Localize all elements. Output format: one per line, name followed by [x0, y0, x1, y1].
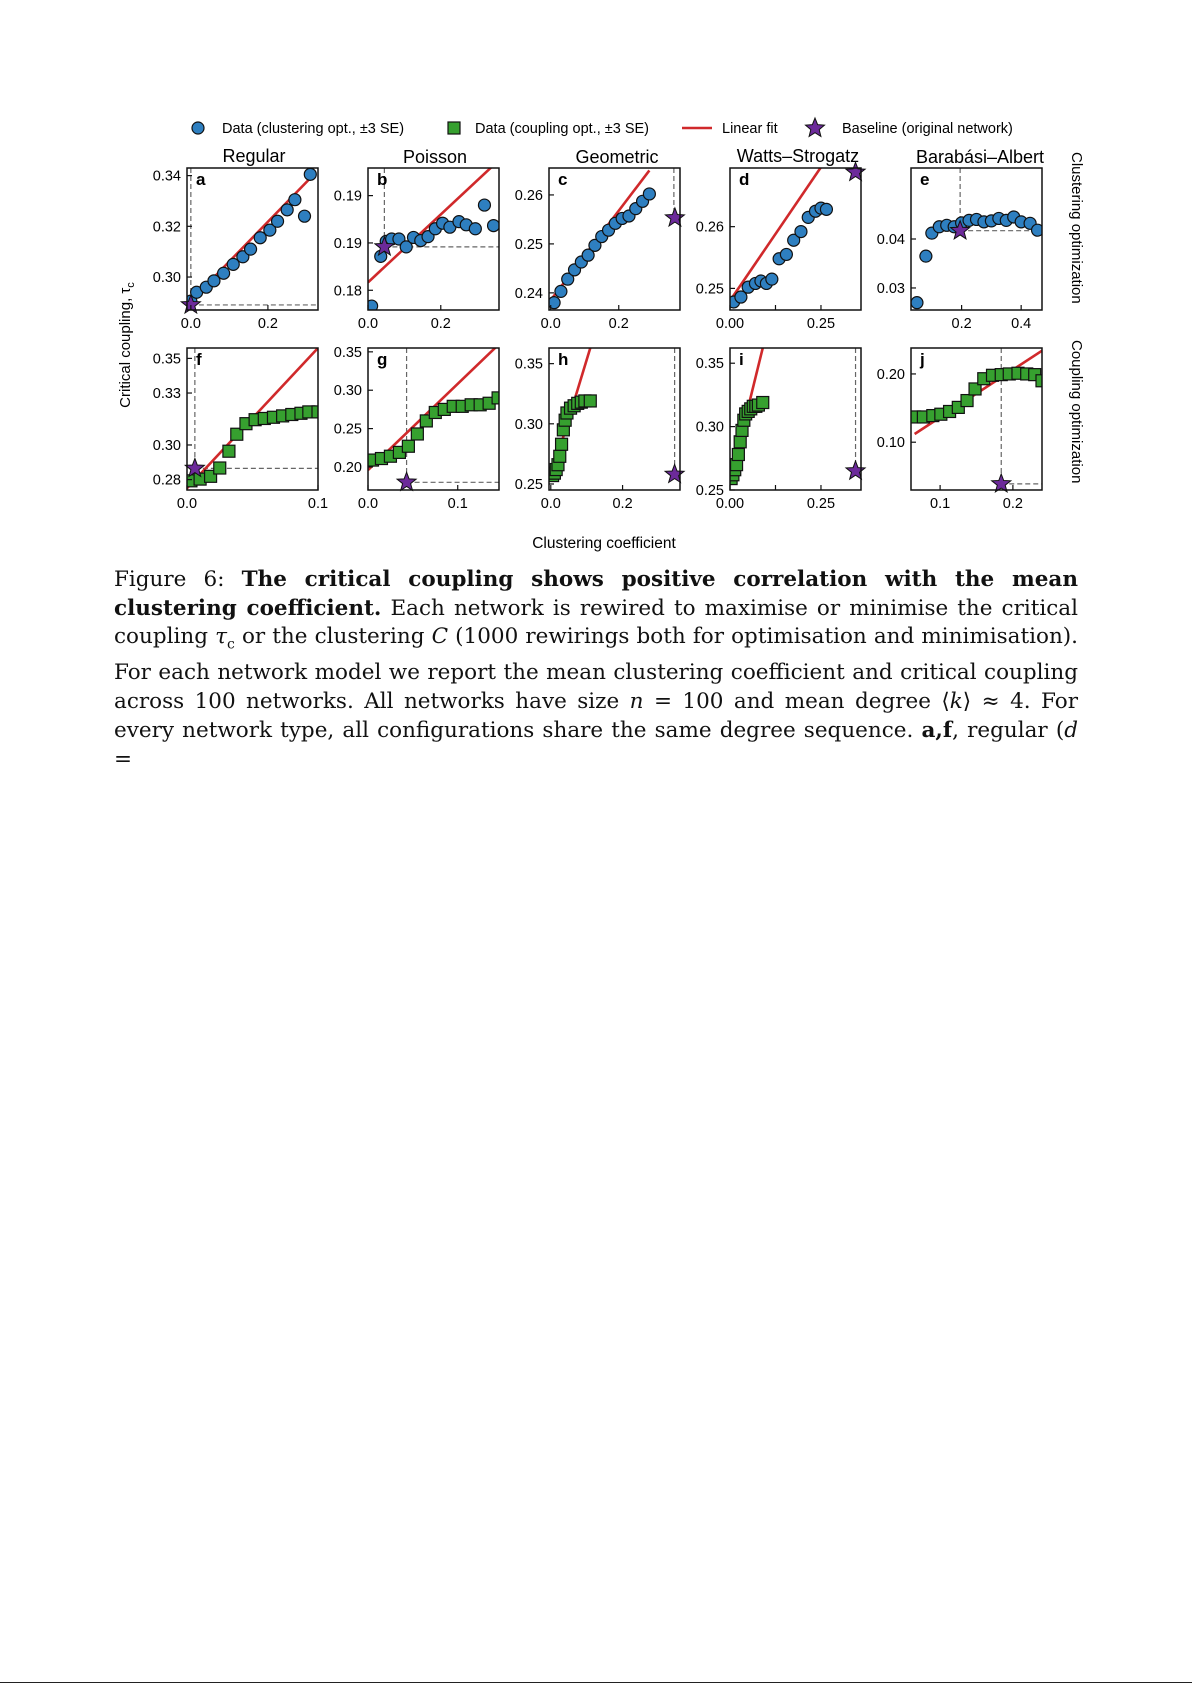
- panel-frame: [549, 168, 680, 310]
- x-tick-label: 0.0: [540, 496, 561, 512]
- legend-label-baseline: Baseline (original network): [842, 121, 1013, 137]
- x-tick-label: 0.2: [257, 316, 278, 332]
- data-point-square: [492, 392, 504, 404]
- x-tick-label: 0.25: [806, 496, 836, 512]
- column-title-poisson: Poisson: [402, 147, 468, 167]
- data-point-circle: [245, 243, 257, 255]
- caption-k-symbol: k: [949, 689, 963, 715]
- panel-plot-area-e: [911, 168, 1044, 309]
- caption-tau-symbol: τ: [215, 624, 227, 650]
- data-point-circle: [911, 297, 923, 309]
- x-tick-label: 0.0: [176, 496, 198, 512]
- x-tick-label: 0.0: [540, 316, 561, 332]
- y-tick-label: 0.25: [514, 236, 543, 253]
- linear-fit-line: [368, 160, 499, 282]
- data-point-square: [584, 395, 596, 407]
- panel-a: [153, 168, 318, 332]
- y-tick-label: 0.24: [514, 285, 543, 302]
- data-point-square: [556, 438, 568, 450]
- y-tick-label: 0.30: [514, 416, 543, 433]
- baseline-star: [397, 472, 416, 490]
- x-tick-label: 0.2: [1002, 496, 1023, 512]
- panel-j: [877, 348, 1048, 512]
- column-title-geometric: Geometric: [575, 147, 659, 167]
- y-tick-label: 0.30: [695, 419, 724, 436]
- panel-letter: d: [739, 170, 750, 189]
- legend-star-marker: [806, 118, 825, 136]
- y-tick-label: 0.35: [695, 356, 724, 373]
- caption-title: The critical coupling shows positive correlation with the mean clustering coefficient.: [114, 567, 1078, 621]
- x-tick-label: 0.1: [307, 496, 329, 512]
- data-point-square: [732, 449, 744, 461]
- y-tick-label: 0.28: [152, 472, 181, 489]
- baseline-star: [846, 461, 865, 479]
- x-axis-label: Clustering coefficient: [532, 535, 676, 552]
- figure-6: [0, 0, 1192, 560]
- legend-circle-marker: [192, 122, 204, 134]
- panel-c: [515, 168, 685, 332]
- x-tick-label: 0.1: [930, 496, 951, 512]
- y-tick-label: 0.25: [695, 281, 724, 298]
- panel-letter: a: [196, 170, 206, 189]
- y-axis-label: Critical coupling, $\tau_c$: [117, 282, 137, 408]
- panel-letter: c: [558, 170, 568, 189]
- legend: [192, 118, 1013, 137]
- legend-label-linear-fit: Linear fit: [722, 121, 778, 137]
- x-tick-label: 0.2: [430, 316, 451, 332]
- data-point-square: [757, 397, 769, 409]
- y-tick-label: 0.10: [876, 435, 905, 452]
- panel-plot-area-i: [725, 348, 861, 485]
- x-tick-label: 0.00: [715, 496, 745, 512]
- data-point-square: [554, 450, 566, 462]
- y-tick-label: 0.25: [333, 421, 362, 438]
- data-point-square: [734, 436, 746, 448]
- baseline-star: [665, 464, 684, 482]
- y-tick-label: 0.25: [514, 476, 543, 493]
- panel-h: [515, 348, 684, 512]
- y-tick-label: 0.30: [333, 383, 362, 400]
- data-point-square: [223, 445, 235, 457]
- y-tick-label: 0.26: [514, 187, 543, 204]
- data-point-circle: [289, 194, 301, 206]
- panel-plot-area-c: [548, 168, 680, 309]
- y-tick-label: 0.26: [695, 219, 724, 236]
- baseline-star: [665, 208, 684, 226]
- data-point-square: [961, 395, 973, 407]
- panel-g: [334, 344, 504, 512]
- x-tick-label: 0.0: [180, 316, 201, 332]
- caption-panel-ref: a,f: [921, 717, 953, 743]
- y-tick-label: 0.30: [152, 437, 181, 454]
- caption-n-symbol: n: [629, 689, 644, 715]
- panel-letter: j: [920, 350, 925, 369]
- panel-letter: i: [739, 350, 744, 369]
- data-point-circle: [272, 215, 284, 227]
- data-point-square: [214, 462, 226, 474]
- y-tick-label: 0.34: [152, 168, 181, 185]
- panels: [153, 160, 1048, 512]
- baseline-star: [992, 474, 1011, 492]
- x-tick-label: 0.4: [1011, 316, 1032, 332]
- x-tick-label: 0.2: [608, 316, 629, 332]
- caption-d-symbol: d: [1064, 717, 1078, 743]
- caption-c-symbol: C: [431, 624, 449, 650]
- y-tick-label: 0.32: [152, 219, 181, 236]
- panel-letter: h: [558, 350, 569, 369]
- data-point-circle: [795, 226, 807, 238]
- caption-sentence-2: or the clustering: [241, 624, 425, 650]
- panel-plot-area-j: [909, 348, 1048, 484]
- y-tick-label: 0.18: [333, 283, 362, 300]
- panel-b: [334, 160, 500, 332]
- data-point-circle: [488, 220, 500, 232]
- caption-sentence-3: (1000 rewirings both for optimisation and minimisation). For each network model we report the mean clustering coefficient and critical coupling across 100 networks. All networks have size: [114, 624, 1079, 715]
- figure-caption: [114, 566, 1078, 774]
- data-point-circle: [920, 250, 932, 262]
- data-point-circle: [281, 204, 293, 216]
- data-point-circle: [218, 267, 230, 279]
- panel-f: [153, 348, 328, 512]
- data-point-circle: [820, 203, 832, 215]
- caption-sentence-5: ⟩ ≈ 4. For every network type, all configurations share the same degree sequence.: [114, 689, 1078, 743]
- panel-letter: g: [377, 350, 388, 369]
- x-tick-label: 0.1: [447, 496, 468, 512]
- y-tick-label: 0.35: [514, 356, 543, 373]
- y-tick-label: 0.35: [333, 344, 362, 361]
- y-tick-label: 0.35: [152, 351, 181, 368]
- x-tick-label: 0.0: [357, 496, 379, 512]
- caption-sentence-4: = 100 and mean degree ⟨: [653, 689, 950, 715]
- panel-i: [696, 348, 865, 512]
- y-tick-label: 0.19: [333, 188, 362, 205]
- y-tick-label: 0.25: [695, 483, 724, 499]
- data-point-circle: [555, 285, 567, 297]
- row-label-coupling-optimization: Coupling optimization: [1068, 340, 1085, 484]
- panel-e: [877, 168, 1044, 332]
- column-title-regular: Regular: [222, 146, 286, 166]
- x-tick-label: 0.2: [951, 316, 972, 332]
- x-tick-label: 0.0: [357, 316, 379, 332]
- y-tick-label: 0.04: [876, 232, 905, 248]
- data-point-circle: [304, 168, 316, 180]
- panel-letter: e: [920, 170, 930, 189]
- column-title-barabasi-albert: Barabási–Albert: [915, 147, 1045, 167]
- column-title-watts-strogatz: Watts–Strogatz: [736, 146, 860, 166]
- panel-letter: b: [377, 170, 388, 189]
- y-tick-label: 0.33: [152, 386, 181, 403]
- caption-sentence-1: Each network is rewired to maximise or minimise the critical coupling: [114, 595, 1078, 650]
- x-tick-label: 0.00: [715, 316, 745, 332]
- data-point-circle: [643, 188, 655, 200]
- data-point-circle: [469, 223, 481, 235]
- caption-label: Figure 6:: [114, 567, 225, 592]
- data-point-circle: [766, 273, 778, 285]
- y-tick-label: 0.30: [152, 270, 181, 287]
- y-tick-label: 0.19: [333, 235, 362, 252]
- y-tick-label: 0.20: [333, 459, 362, 476]
- caption-sentence-6: , regular (: [952, 717, 1065, 743]
- data-point-circle: [299, 210, 311, 222]
- page-bottom-rule: [0, 1682, 1192, 1683]
- data-point-square: [402, 440, 414, 452]
- data-point-square: [411, 428, 423, 440]
- legend-square-marker: [448, 122, 460, 134]
- y-tick-label: 0.03: [876, 280, 905, 297]
- data-point-circle: [780, 248, 792, 260]
- panel-letter: f: [196, 350, 202, 369]
- legend-label-coupling-opt: Data (coupling opt., ±3 SE): [475, 121, 649, 137]
- data-point-circle: [478, 199, 490, 211]
- caption-tau-subscript: c: [226, 636, 235, 653]
- caption-sentence-7: =: [114, 746, 133, 772]
- panel-plot-area-f: [185, 348, 324, 488]
- panel-d: [696, 162, 865, 332]
- row-label-clustering-optimization: Clustering optimization: [1068, 152, 1085, 304]
- y-tick-label: 0.20: [876, 366, 905, 383]
- x-tick-label: 0.2: [612, 496, 633, 512]
- data-point-circle: [548, 297, 560, 309]
- legend-label-clustering-opt: Data (clustering opt., ±3 SE): [222, 121, 405, 137]
- x-tick-label: 0.25: [806, 316, 836, 332]
